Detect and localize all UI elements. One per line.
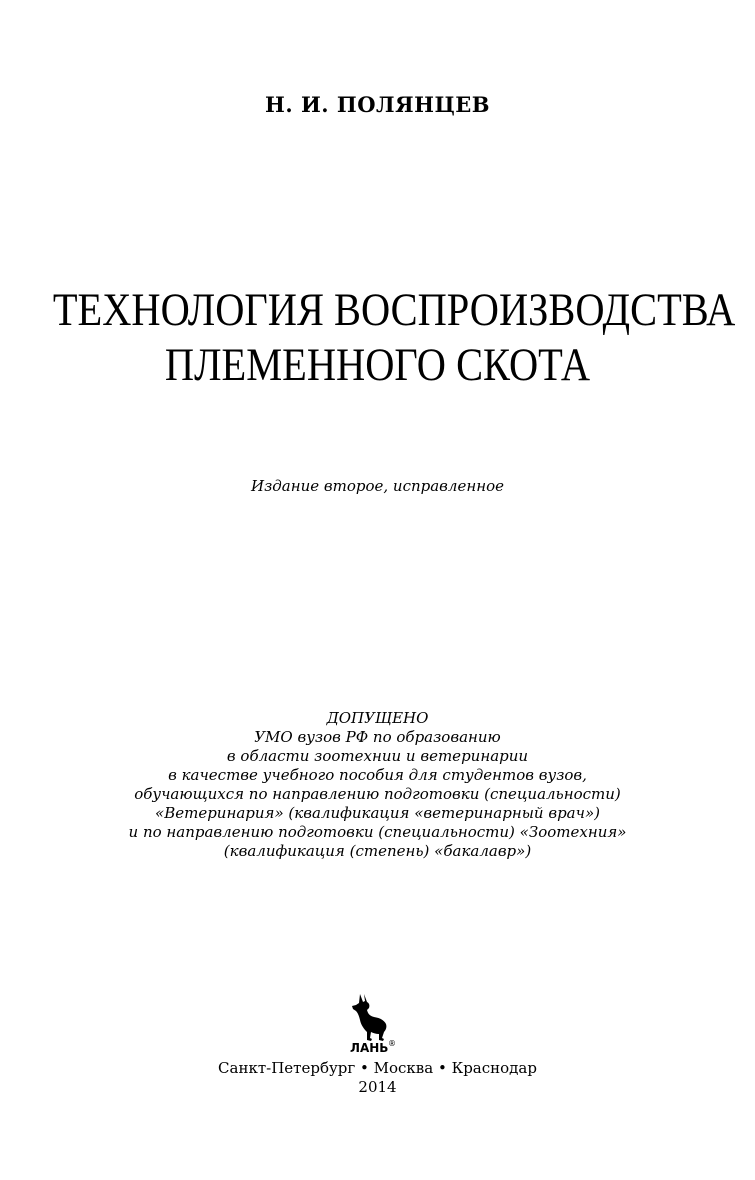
approval-line: (квалификация (степень) «бакалавр»)	[223, 842, 532, 860]
svg-text:ЛАНЬ: ЛАНЬ	[350, 1041, 389, 1055]
approval-line: и по направлению подготовки (специальности) «Зоотехния»	[128, 823, 627, 841]
approval-line: ДОПУЩЕНО	[326, 709, 429, 727]
publisher-cities: Санкт-Петербург • Москва • Краснодар	[218, 1059, 537, 1077]
edition-note: Издание второе, исправленное	[250, 477, 505, 495]
approval-line: в области зоотехнии и ветеринарии	[226, 747, 529, 765]
doe-icon	[346, 992, 396, 1056]
publisher-logo	[346, 992, 396, 1056]
book-title	[52, 283, 736, 393]
approval-line: «Ветеринария» (квалификация «ветеринарный врач»)	[155, 804, 600, 822]
approval-line: в качестве учебного пособия для студентов вузов,	[168, 766, 587, 784]
approval-stamp	[0, 709, 755, 861]
approval-line: УМО вузов РФ по образованию	[254, 728, 501, 746]
book-title-line-2: ПЛЕМЕННОГО СКОТА	[164, 339, 591, 391]
author-name: Н. И. ПОЛЯНЦЕВ	[264, 92, 491, 117]
approval-line: обучающихся по направлению подготовки (специальности)	[134, 785, 621, 803]
book-title-line-1: ТЕХНОЛОГИЯ ВОСПРОИЗВОДСТВА	[52, 284, 736, 336]
publication-year: 2014	[358, 1078, 397, 1096]
svg-text:®: ®	[388, 1039, 396, 1048]
